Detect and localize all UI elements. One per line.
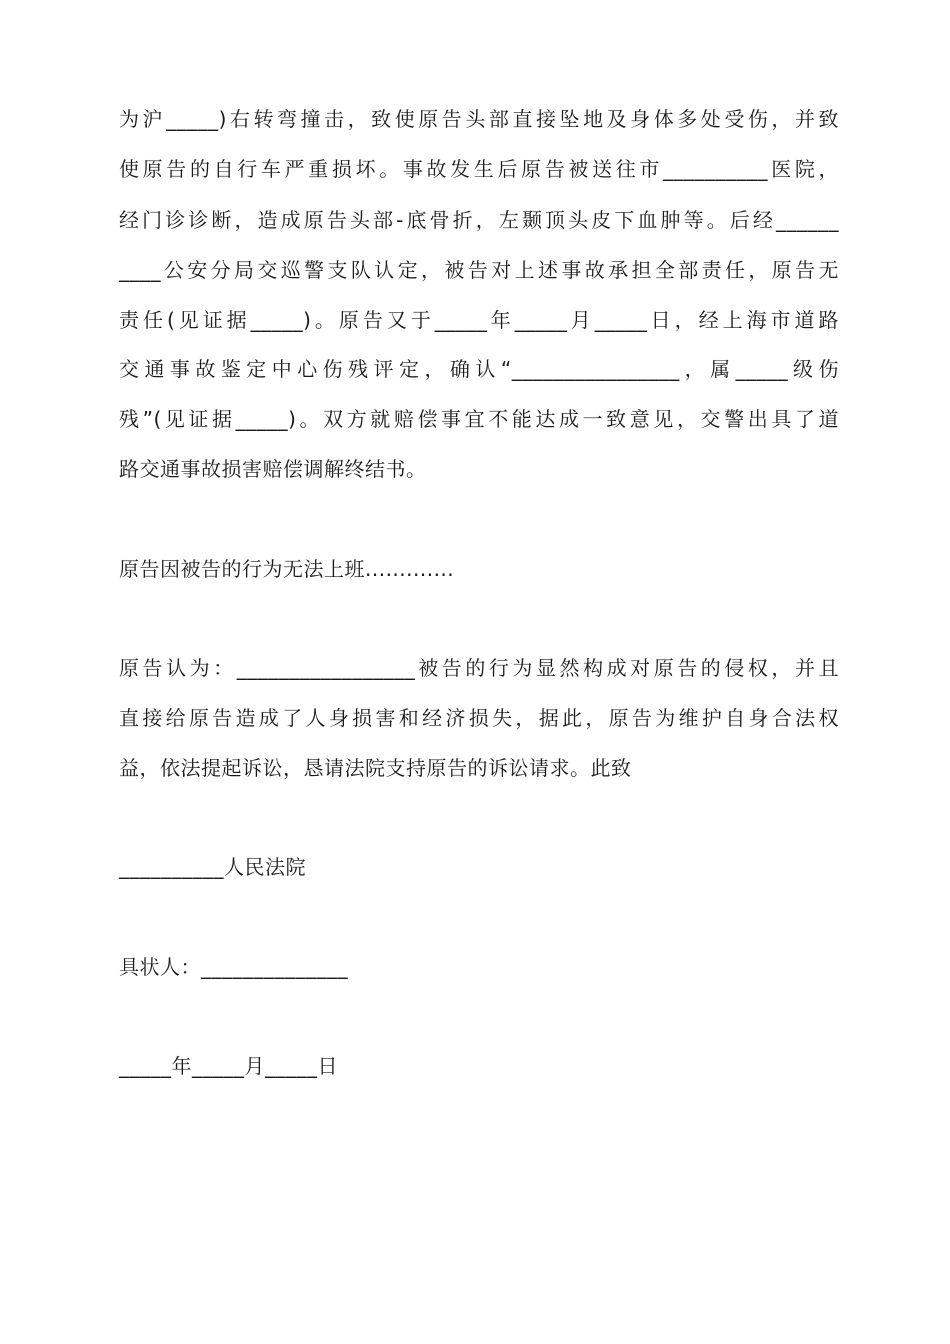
paragraph-3-line-1: 原告认为：_________________被告的行为显然构成对原告的侵权，并且 — [119, 656, 839, 680]
paragraph-3-line-2: 直接给原告造成了人身损害和经济损失，据此，原告为维护自身合法权 — [119, 706, 839, 730]
paragraph-1-line-1: 为沪_____)右转弯撞击，致使原告头部直接坠地及身体多处受伤，并致 — [119, 107, 839, 131]
paragraph-1-line-2: 使原告的自行车严重损坏。事故发生后原告被送往市__________医院， — [119, 157, 839, 181]
paragraph-1-line-4: ____公安分局交巡警支队认定，被告对上述事故承担全部责任，原告无 — [119, 258, 839, 282]
paragraph-1-line-5: 责任(见证据_____)。原告又于_____年_____月_____日，经上海市道路 — [119, 308, 839, 332]
paragraph-2: 原告因被告的行为无法上班............. — [119, 557, 455, 581]
signer-line: 具状人：______________ — [119, 955, 348, 979]
paragraph-3-line-3: 益，依法提起诉讼，恳请法院支持原告的诉讼请求。此致 — [119, 756, 632, 780]
paragraph-1-line-6: 交通事故鉴定中心伤残评定，确认“________________，属_____级伤 — [119, 357, 839, 381]
paragraph-1-line-3: 经门诊诊断，造成原告头部-底骨折，左颞顶头皮下血肿等。后经______ — [119, 208, 839, 232]
paragraph-1-line-7: 残”(见证据_____)。双方就赔偿事宜不能达成一致意见，交警出具了道 — [119, 407, 839, 431]
date-line: _____年_____月_____日 — [119, 1054, 338, 1078]
court-line: __________人民法院 — [119, 855, 306, 879]
paragraph-1-line-8: 路交通事故损害赔偿调解终结书。 — [119, 457, 427, 481]
